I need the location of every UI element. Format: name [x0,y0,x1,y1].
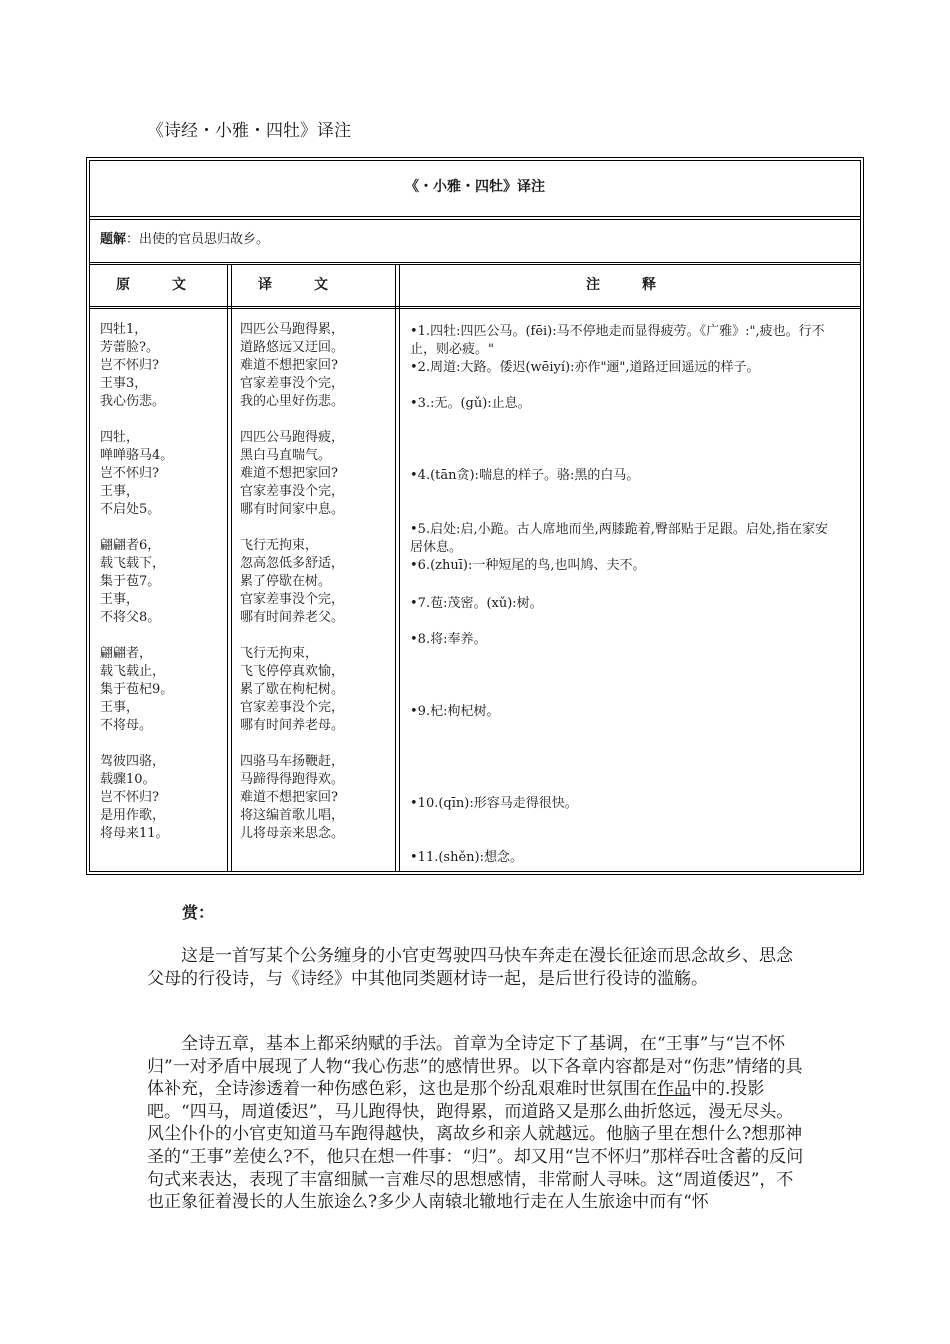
note-item: •5.启处:启,小跪。古人席地而坐,两膝跪着,臀部贴于足跟。启处,指在家安居休息。 [410,522,828,555]
note-item: •7.苞:茂密。(xǔ):树。 [410,596,543,611]
verse-line: 集于苞7。 [100,574,161,589]
theme-label: 题解 [100,232,127,247]
note-item: •9.杞:枸杞树。 [410,704,500,719]
stanza [100,645,173,735]
verse-line: 王事3， [100,376,148,391]
stanza [240,753,344,843]
verse-line: 翩翩者6， [100,538,161,553]
stanza [240,645,344,735]
original-column [100,321,173,861]
appreciation-paragraph [147,1033,807,1214]
verse-line: 集于苞杞9。 [100,682,174,697]
paragraph-text: 中的.投影吧。“四马，周道倭迟”，马儿跑得快，跑得累，而道路又是那么曲折悠远，漫无尽头。风尘仆仆的小官吏知道马车跑得越快，离故乡和亲人就越远。他脑子里在想什么?想那神圣的“王事”差使么?不，他只在想一件事：“归”。却又用“岂不怀归”那样吞吐含蓄的反问句式来表达，表现了丰富细腻一言难尽的思想感情，非常耐人寻味。这“周道倭迟”，不也正象征着漫长的人生旅途么?多少人南辕北辙地行走在人生旅途中而有“怀 [147,1079,804,1213]
translation-line: 四匹公马跑得累， [240,322,345,337]
stanza [240,429,344,519]
stanza [100,537,173,627]
translation-line: 难道不想把家回? [240,790,338,805]
verse-line: 我心伤悲。 [100,394,166,409]
translation-line: 飞飞停停真欢愉， [240,664,345,679]
verse-line: 岂不怀归? [100,790,159,805]
translation-line: 道路悠远又迂回。 [240,340,345,355]
verse-line: 王事， [100,592,140,607]
stanza [240,537,344,627]
appreciation-heading: 赏： [182,903,215,922]
works-link[interactable]: 作品 [657,1079,691,1100]
document-title: 《诗经・小雅・四牡》译注 [147,121,351,141]
verse-line: 岂不怀归? [100,466,159,481]
translation-line: 马蹄得得跑得欢。 [240,772,345,787]
note-item: •11.(shěn):想念。 [410,850,523,865]
note-item: •1.四牡:四匹公马。(fēi):马不停地走而显得疲劳。《广雅》:",疲也。行不止，则必疲。" [410,324,825,357]
verse-line: 载飞载下， [100,556,166,571]
verse-line: 翩翩者， [100,646,153,661]
translation-line: 哪有时间家中息。 [240,502,345,517]
translation-line: 官家差事没个完， [240,484,345,499]
translation-line: 累了停歇在树。 [240,574,332,589]
stanza [240,321,344,411]
annotation-table [86,157,864,875]
note-item: •8.将:奉养。 [410,632,487,647]
translation-line: 将这编首歌儿唱， [240,808,345,823]
translation-line: 四骆马车扬鞭赶， [240,754,345,769]
verse-line: 不启处5。 [100,502,161,517]
theme-row [90,219,860,263]
verse-line: 芳蕾脸?。 [100,340,159,355]
header-translation: 译 文 [258,277,328,293]
verse-line: 是用作歌， [100,808,166,823]
verse-line: 四牡， [100,430,140,445]
translation-line: 官家差事没个完， [240,700,345,715]
verse-line: 载骤10。 [100,772,156,787]
note-item: •10.(qīn):形容马走得很快。 [410,796,578,811]
note-item: •2.周道:大路。倭迟(wēiyí):亦作"逦",道路迂回遥远的样子。 [410,360,760,375]
theme-text: ：出使的官员思归故乡。 [126,232,270,247]
verse-line: 载飞载止， [100,664,166,679]
stanza [100,753,173,843]
verse-line: 四牡1， [100,322,148,337]
translation-line: 难道不想把家回? [240,466,338,481]
translation-line: 飞行无拘束， [240,646,319,661]
header-row [90,264,860,307]
translation-line: 我的心里好伤悲。 [240,394,345,409]
translation-line: 忽高忽低多舒适， [240,556,345,571]
paragraph-text: 全诗五章，基本上都采纳赋的手法。首章为全诗定下了基调，在“王事”与“岂不怀归”一对矛盾中展现了人物“我心伤悲”的感情世界。以下各章内容都是对“伤悲”情绪的具体补充，全诗渗透着一种伤感色彩，这也是那个纷乱艰难时世氛围在 [147,1034,803,1100]
verse-line: 王事， [100,484,140,499]
note-item: •6.(zhuī):一种短尾的鸟,也叫鸠、夫不。 [410,558,646,573]
translation-line: 哪有时间养老母。 [240,718,345,733]
table-title: 《・小雅・四牡》译注 [90,161,860,217]
verse-line: 岂不怀归? [100,358,159,373]
verse-line: 驾彼四骆， [100,754,166,769]
verse-line: 将母来11。 [100,826,169,841]
translation-line: 官家差事没个完， [240,592,345,607]
translation-line: 难道不想把家回? [240,358,338,373]
verse-line: 不将父8。 [100,610,161,625]
translation-line: 黑白马直喘气。 [240,448,332,463]
translation-line: 儿将母亲来思念。 [240,826,345,841]
stanza [100,321,173,411]
verse-line: 啴啴骆马4。 [100,448,174,463]
translation-line: 四匹公马跑得疲， [240,430,345,445]
note-item: •3.:无。(gǔ):止息。 [410,396,531,411]
translation-line: 官家差事没个完， [240,376,345,391]
translation-column [240,321,344,861]
note-item: •4.(tān贪):喘息的样子。骆:黑的白马。 [410,468,640,483]
stanza [100,429,173,519]
translation-line: 累了歇在枸杞树。 [240,682,345,697]
content-row [90,308,860,871]
verse-line: 王事， [100,700,140,715]
translation-line: 哪有时间养老父。 [240,610,345,625]
table-inner [89,160,861,872]
translation-line: 飞行无拘束， [240,538,319,553]
verse-line: 不将母。 [100,718,153,733]
header-notes: 注 释 [586,277,656,293]
appreciation-paragraph: 这是一首写某个公务缠身的小官吏驾驶四马快车奔走在漫长征途而思念故乡、思念父母的行役诗，与《诗经》中其他同类题材诗一起，是后世行役诗的滥觞。 [147,946,793,989]
header-original: 原 文 [116,277,186,293]
